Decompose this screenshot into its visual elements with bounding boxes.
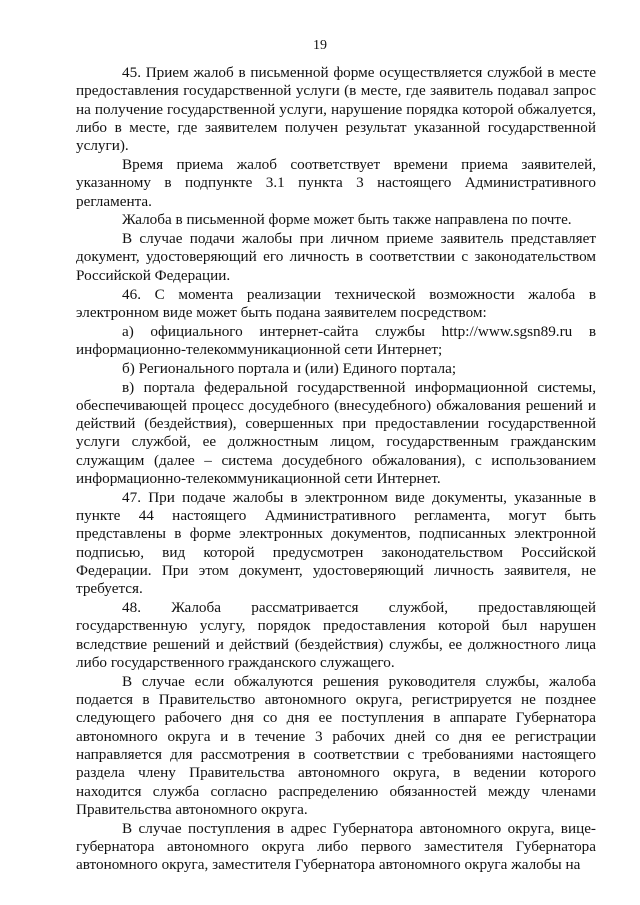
paragraph-46: 46. С момента реализации технической возможности жалоба в электронном виде может быть подана заявителем посредством:	[76, 285, 596, 321]
paragraph-head-decisions: В случае если обжалуются решения руководителя службы, жалоба подается в Правительство автономного округа, регистрируется не позднее следующего рабочего дня со дня ее поступления в аппарате Губернатора автономного округа и в течение 3 рабочих дней со дня ее регистрации направляется для рассмотрения в соответствии с требованиями настоящего раздела члену Правительства автономного округа, в ведении которого находится служба согласно распределению обязанностей между членами Правительства автономного округа.	[76, 672, 596, 818]
paragraph-47: 47. При подаче жалобы в электронном виде документы, указанные в пункте 44 настоящего Административного регламента, могут быть представлены в форме электронных документов, подписанных электронной подписью, вид которой предусмотрен законодательством Российской Федерации. При этом документ, удостоверяющий личность заявителя, не требуется.	[76, 488, 596, 598]
list-item-a: а) официального интернет-сайта службы http://www.sgsn89.ru в информационно-телекоммуникационной сети Интернет;	[76, 322, 596, 358]
paragraph-by-mail: Жалоба в письменной форме может быть также направлена по почте.	[122, 211, 572, 229]
paragraph-personal-reception: В случае подачи жалобы при личном приеме заявитель представляет документ, удостоверяющий его личность в соответствии с законодательством Российской Федерации.	[76, 230, 596, 284]
paragraph-reception-time: Время приема жалоб соответствует времени приема заявителей, указанному в подпункте 3.1 пункта 3 настоящего Административного регламента.	[76, 155, 596, 210]
document-body	[76, 64, 596, 875]
page-number: 19	[313, 38, 327, 53]
list-item-v: в) портала федеральной государственной информационной системы, обеспечивающей процесс досудебного (внесудебного) обжалования решений и действий (бездействия), совершенных при предоставлении государственной услуги службой, ее должностным лицом, государственным гражданским служащим (далее – система досудебного обжалования), с использованием информационно-телекоммуникационной сети Интернет.	[76, 378, 596, 488]
paragraph-governor-address: В случае поступления в адрес Губернатора автономного округа, вице-губернатора автономного округа либо первого заместителя Губернатора автономного округа, заместителя Губернатора автономного округа жалобы на	[76, 819, 596, 874]
list-item-b: б) Регионального портала и (или) Единого портала;	[122, 359, 457, 377]
paragraph-45: 45. Прием жалоб в письменной форме осуществляется службой в месте предоставления государственной услуги (в месте, где заявитель подавал запрос на получение государственной услуги, нарушение порядка которой обжалуется, либо в месте, где заявителем получен результат указанной государственной услуги).	[76, 64, 596, 155]
paragraph-48: 48. Жалоба рассматривается службой, предоставляющей государственную услугу, порядок предоставления которой был нарушен вследствие решений и действий (бездействия) службы, ее должностного лица либо государственного гражданского служащего.	[76, 599, 596, 671]
